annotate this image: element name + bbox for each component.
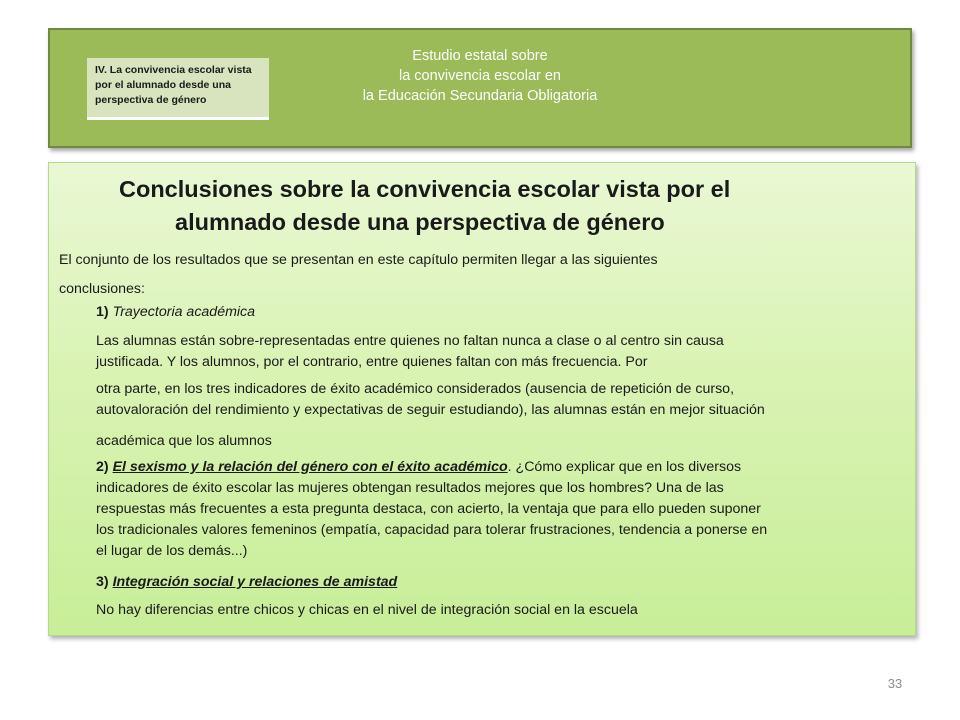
slide-title-line: Conclusiones sobre la convivencia escolar vista por el — [119, 176, 731, 202]
text-line: No hay diferencias entre chicos y chicas en el nivel de integración social en la escuela — [96, 602, 638, 618]
text-line: justificada. Y los alumnos, por el contrario, entre quienes faltan con más frecuencia. Por — [96, 354, 648, 370]
item3-heading — [96, 572, 397, 593]
item2-first-line — [96, 457, 767, 478]
item2-first-line-rest: . ¿Cómo explicar que en los diversos — [507, 459, 742, 475]
text-line: indicadores de éxito escolar las mujeres obtengan resultados mejores que los hombres? Una de las — [96, 480, 724, 496]
intro-paragraph — [59, 250, 658, 300]
item1-heading-text: Trayectoria académica — [112, 304, 256, 320]
item1-heading — [96, 302, 255, 323]
slide-title-line: alumnado desde una perspectiva de género — [175, 209, 665, 235]
item3-paragraph — [96, 600, 638, 621]
text-line: respuestas más frecuentes a esta pregunta destaca, con acierto, la ventaja que para ello pueden suponer — [96, 501, 761, 517]
item3-heading-text: Integración social y relaciones de amistad — [112, 574, 398, 590]
page-number: 33 — [887, 676, 903, 691]
text-line: conclusiones: — [59, 281, 145, 297]
item3-number: 3) — [96, 574, 109, 590]
header-title-line: Estudio estatal sobre — [412, 48, 548, 64]
slide-title — [119, 173, 839, 239]
item2-heading-text: El sexismo y la relación del género con el éxito académico — [112, 459, 508, 475]
text-line: el lugar de los demás...) — [96, 543, 248, 559]
item2-number: 2) — [96, 459, 109, 475]
item1-paragraph-c — [96, 431, 272, 452]
text-line: autovaloración del rendimiento y expectativas de seguir estudiando), las alumnas están en mejor situación — [96, 402, 765, 418]
header-banner — [48, 28, 912, 148]
header-title — [290, 46, 670, 106]
text-line: otra parte, en los tres indicadores de éxito académico considerados (ausencia de repetición de curso, — [96, 381, 735, 397]
text-line: Las alumnas están sobre-representadas entre quienes no faltan nunca a clase o al centro sin causa — [96, 333, 724, 349]
text-line: académica que los alumnos — [96, 433, 272, 449]
header-title-line: la convivencia escolar en — [398, 68, 561, 84]
item1-number: 1) — [96, 304, 109, 320]
item1-paragraph-a — [96, 331, 724, 373]
section-tag: IV. La convivencia escolar vista por el alumnado desde una perspectiva de género — [87, 58, 269, 120]
text-line: El conjunto de los resultados que se presentan en este capítulo permiten llegar a las siguientes — [59, 252, 658, 268]
content-box — [48, 162, 916, 636]
header-title-line: la Educación Secundaria Obligatoria — [362, 88, 598, 104]
item2-paragraph — [96, 457, 767, 562]
item1-paragraph-b — [96, 379, 765, 421]
text-line: los tradicionales valores femeninos (empatía, capacidad para tolerar frustraciones, tendencia a ponerse en — [96, 522, 768, 538]
